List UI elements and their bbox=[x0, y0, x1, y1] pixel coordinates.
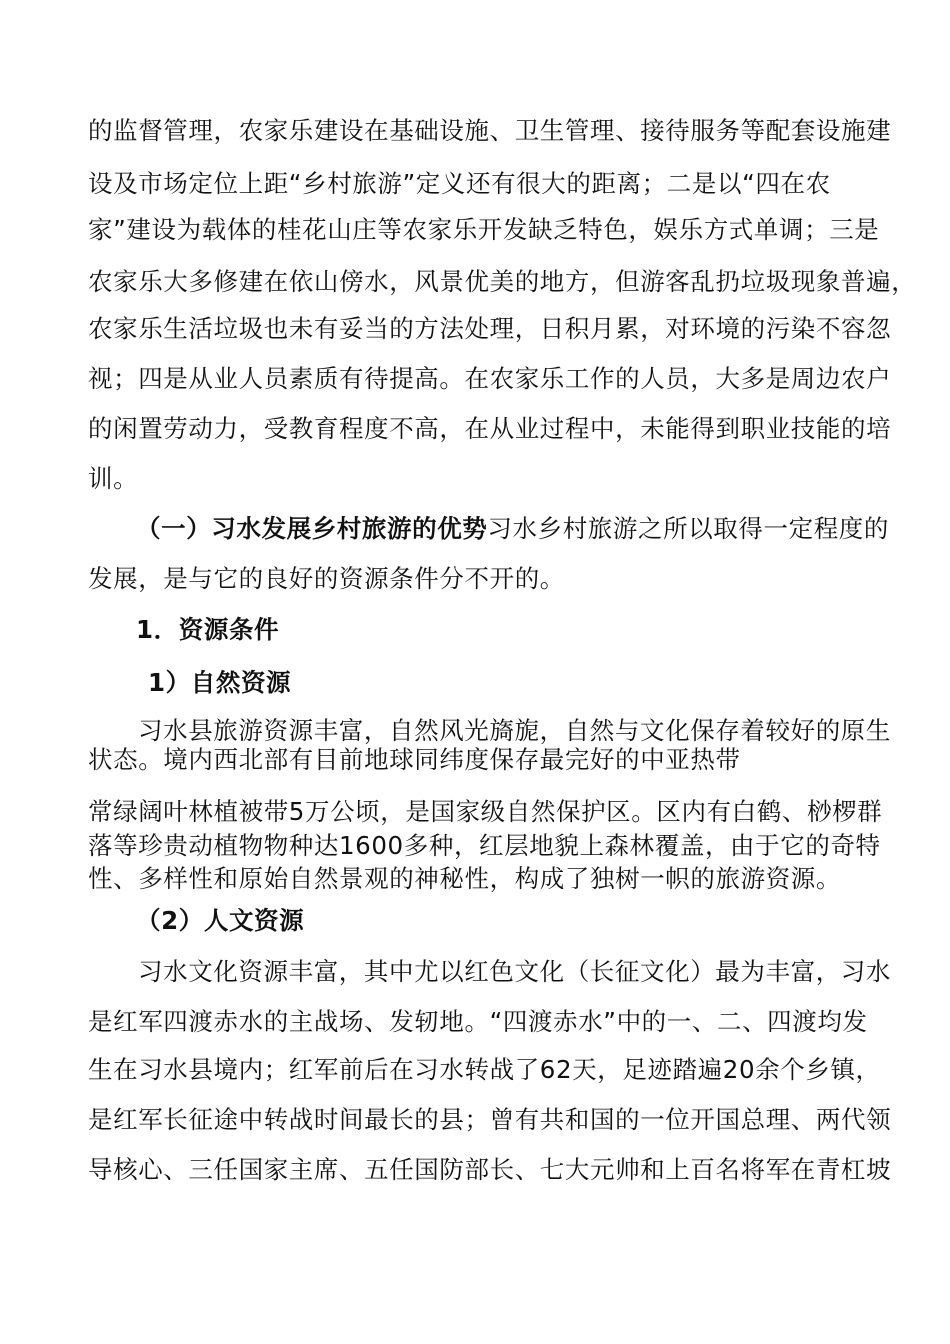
paragraph-line: 发展，是与它的良好的资源条件分不开的。 bbox=[88, 564, 565, 593]
paragraph-line: 落等珍贵动植物物种达1600多种，红层地貌上森林覆盖，由于它的奇特 bbox=[88, 831, 881, 860]
subheading: 1．资源条件 bbox=[136, 615, 280, 644]
section-text: 习水乡村旅游之所以取得一定程度的 bbox=[487, 514, 890, 543]
paragraph-line: 的监督管理，农家乐建设在基础设施、卫生管理、接待服务等配套设施建 bbox=[88, 116, 892, 145]
paragraph-line: 农家乐大多修建在依山傍水，风景优美的地方，但游客乱扔垃圾现象普遍， bbox=[88, 267, 917, 296]
paragraph-line: 设及市场定位上距“乡村旅游”定义还有很大的距离；二是以“四在农 bbox=[88, 169, 831, 198]
paragraph-line: 是红军长征途中转战时间最长的县；曾有共和国的一位开国总理、两代领 bbox=[88, 1105, 892, 1134]
paragraph-line: 训。 bbox=[88, 464, 139, 493]
paragraph-line: 视；四是从业人员素质有待提高。在农家乐工作的人员，大多是周边农户 bbox=[88, 364, 892, 393]
paragraph-line: 生在习水县境内；红军前后在习水转战了62天，足迹踏遍20余个乡镇， bbox=[88, 1055, 881, 1084]
paragraph-line: 的闲置劳动力，受教育程度不高，在从业过程中，未能得到职业技能的培 bbox=[88, 414, 892, 443]
paragraph-line: 状态。境内西北部有目前地球同纬度保存最完好的中亚热带 bbox=[88, 745, 741, 774]
paragraph-line: 常绿阔叶林植被带5万公顷，是国家级自然保护区。区内有白鹤、桫椤群 bbox=[88, 797, 883, 826]
paragraph-line: 习水文化资源丰富，其中尤以红色文化（长征文化）最为丰富，习水 bbox=[138, 957, 891, 986]
subheading: 1）自然资源 bbox=[148, 668, 292, 697]
section-heading: （一）习水发展乡村旅游的优势 bbox=[136, 514, 488, 543]
subheading: （2）人文资源 bbox=[136, 906, 305, 935]
paragraph-line: 导核心、三任国家主席、五任国防部长、七大元帅和上百名将军在青杠坡 bbox=[88, 1155, 892, 1184]
paragraph-line: 农家乐生活垃圾也未有妥当的方法处理，日积月累，对环境的污染不容忽 bbox=[88, 314, 892, 343]
paragraph-line: 家”建设为载体的桂花山庄等农家乐开发缺乏特色，娱乐方式单调；三是 bbox=[88, 215, 880, 244]
section-heading-line bbox=[136, 514, 889, 544]
paragraph-line: 习水县旅游资源丰富，自然风光旖旎，自然与文化保存着较好的原生 bbox=[138, 716, 891, 745]
paragraph-line: 性、多样性和原始自然景观的神秘性，构成了独树一帜的旅游资源。 bbox=[88, 864, 841, 893]
paragraph-line: 是红军四渡赤水的主战场、发轫地。“四渡赤水”中的一、二、四渡均发 bbox=[88, 1007, 868, 1036]
